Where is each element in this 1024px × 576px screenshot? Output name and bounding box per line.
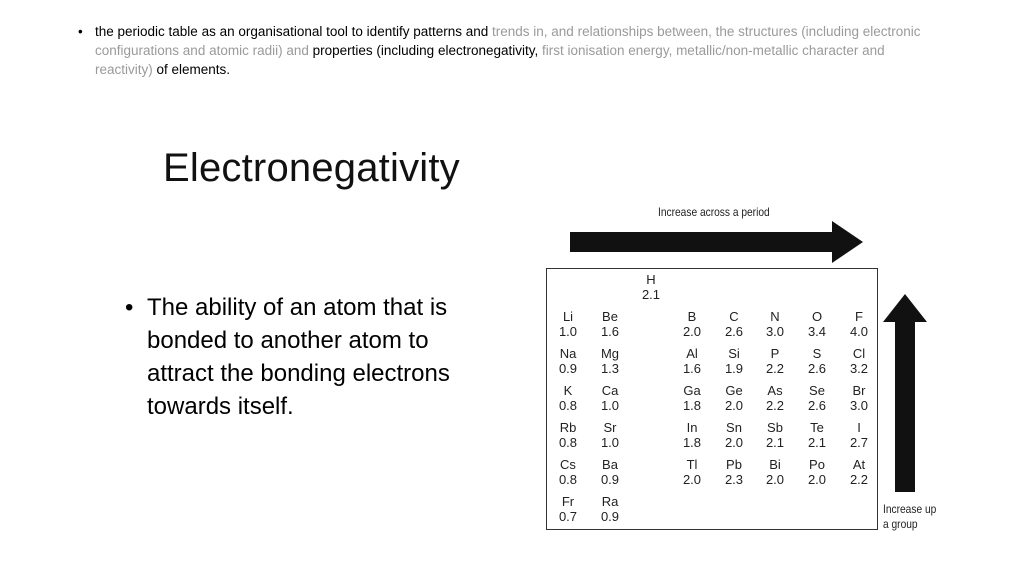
element-cell (760, 309, 790, 339)
element-symbol: Li (562, 309, 574, 324)
element-cell (553, 346, 583, 376)
group-label-line: a group (883, 517, 918, 531)
element-symbol: B (687, 309, 697, 324)
electronegativity-value: 1.6 (682, 361, 702, 376)
electronegativity-value: 2.6 (724, 324, 744, 339)
electronegativity-value: 4.0 (849, 324, 869, 339)
element-cell (595, 457, 625, 487)
element-cell (595, 383, 625, 413)
electronegativity-value: 3.0 (849, 398, 869, 413)
element-cell (677, 309, 707, 339)
element-cell (553, 309, 583, 339)
electronegativity-value: 2.2 (765, 398, 785, 413)
bullet: • (125, 294, 134, 321)
element-cell (636, 272, 666, 302)
element-cell (595, 346, 625, 376)
element-symbol: Sn (726, 420, 742, 435)
electronegativity-value: 3.2 (849, 361, 869, 376)
element-symbol: At (852, 457, 866, 472)
element-cell (844, 309, 874, 339)
element-symbol: O (811, 309, 823, 324)
electronegativity-value: 0.8 (558, 398, 578, 413)
element-symbol: Al (686, 346, 698, 361)
element-symbol: H (646, 272, 656, 287)
electronegativity-value: 2.1 (641, 287, 661, 302)
electronegativity-value: 1.0 (600, 398, 620, 413)
element-cell (553, 383, 583, 413)
electronegativity-value: 2.2 (849, 472, 869, 487)
element-symbol: Be (602, 309, 618, 324)
element-symbol: Se (809, 383, 825, 398)
electronegativity-value: 2.6 (807, 361, 827, 376)
element-cell (760, 383, 790, 413)
bullet: • (78, 24, 83, 39)
electronegativity-value: 0.8 (558, 472, 578, 487)
element-cell (553, 420, 583, 450)
electronegativity-value: 2.7 (849, 435, 869, 450)
element-symbol: Mg (600, 346, 620, 361)
electronegativity-table (546, 268, 878, 530)
element-cell (844, 346, 874, 376)
electronegativity-value: 2.0 (765, 472, 785, 487)
element-cell (595, 309, 625, 339)
electronegativity-value: 2.0 (807, 472, 827, 487)
element-symbol: Si (728, 346, 740, 361)
electronegativity-value: 2.3 (724, 472, 744, 487)
element-symbol: Br (852, 383, 866, 398)
electronegativity-value: 2.0 (682, 472, 702, 487)
element-symbol: As (767, 383, 783, 398)
element-symbol: Cl (852, 346, 866, 361)
element-symbol: Ge (725, 383, 743, 398)
spec-segment: of elements. (152, 62, 231, 77)
element-symbol: S (812, 346, 822, 361)
spec-segment: trends in, and relationships between, the structures (including electronic configurations and atomic radii) and (95, 24, 921, 58)
group-arrow-icon (883, 294, 927, 492)
element-cell (802, 420, 832, 450)
electronegativity-value: 1.8 (682, 435, 702, 450)
electronegativity-value: 2.0 (724, 435, 744, 450)
element-symbol: Ra (601, 494, 619, 509)
element-cell (553, 494, 583, 524)
element-symbol: Ga (683, 383, 701, 398)
element-cell (677, 383, 707, 413)
element-cell (553, 457, 583, 487)
electronegativity-value: 0.7 (558, 509, 578, 524)
electronegativity-value: 2.1 (807, 435, 827, 450)
electronegativity-value: 3.4 (807, 324, 827, 339)
element-cell (802, 383, 832, 413)
element-symbol: Ca (601, 383, 619, 398)
element-cell (760, 420, 790, 450)
element-symbol: Bi (769, 457, 781, 472)
element-symbol: Po (809, 457, 825, 472)
element-cell (844, 383, 874, 413)
element-cell (677, 420, 707, 450)
element-symbol: Na (559, 346, 577, 361)
element-symbol: N (770, 309, 780, 324)
element-symbol: In (686, 420, 698, 435)
period-arrow-label: Increase across a period (658, 205, 770, 219)
element-cell (719, 346, 749, 376)
element-symbol: K (563, 383, 573, 398)
electronegativity-value: 1.9 (724, 361, 744, 376)
element-symbol: Cs (560, 457, 576, 472)
element-symbol: Tl (686, 457, 698, 472)
element-cell (802, 457, 832, 487)
electronegativity-value: 2.6 (807, 398, 827, 413)
element-symbol: Pb (726, 457, 742, 472)
element-symbol: Ba (602, 457, 618, 472)
element-symbol: Rb (559, 420, 577, 435)
electronegativity-value: 1.8 (682, 398, 702, 413)
element-cell (844, 420, 874, 450)
electronegativity-value: 1.0 (600, 435, 620, 450)
element-symbol: P (770, 346, 780, 361)
electronegativity-value: 3.0 (765, 324, 785, 339)
element-cell (760, 346, 790, 376)
element-cell (677, 457, 707, 487)
spec-segment: properties (including electronegativity, (312, 43, 542, 58)
period-arrow-icon (570, 221, 863, 263)
electronegativity-value: 1.6 (600, 324, 620, 339)
element-symbol: Sb (767, 420, 783, 435)
element-symbol: F (855, 309, 863, 324)
element-symbol: C (729, 309, 739, 324)
element-cell (760, 457, 790, 487)
electronegativity-value: 0.9 (600, 472, 620, 487)
electronegativity-value: 0.9 (600, 509, 620, 524)
element-symbol: Sr (603, 420, 617, 435)
element-symbol: Fr (561, 494, 575, 509)
element-cell (719, 420, 749, 450)
slide-title: Electronegativity (163, 146, 460, 190)
electronegativity-value: 0.8 (558, 435, 578, 450)
element-cell (719, 383, 749, 413)
electronegativity-value: 2.1 (765, 435, 785, 450)
group-arrow-label (883, 502, 936, 532)
electronegativity-value: 0.9 (558, 361, 578, 376)
element-symbol: I (857, 420, 861, 435)
group-label-line: Increase up (883, 502, 937, 516)
element-cell (595, 420, 625, 450)
element-cell (802, 309, 832, 339)
electronegativity-value: 1.3 (600, 361, 620, 376)
spec-segment: the periodic table as an organisational tool to identify patterns and (95, 24, 493, 39)
element-cell (719, 309, 749, 339)
element-cell (677, 346, 707, 376)
element-cell (844, 457, 874, 487)
electronegativity-value: 2.0 (682, 324, 702, 339)
electronegativity-value: 1.0 (558, 324, 578, 339)
definition-text: The ability of an atom that is bonded to another atom to attract the bonding electrons towards itself. (147, 294, 450, 420)
element-cell (719, 457, 749, 487)
element-symbol: Te (810, 420, 824, 435)
electronegativity-value: 2.2 (765, 361, 785, 376)
electronegativity-value: 2.0 (724, 398, 744, 413)
spec-segment: first ionisation energy, metallic/non-metallic character and reactivity) (95, 43, 885, 77)
element-cell (595, 494, 625, 524)
element-cell (802, 346, 832, 376)
